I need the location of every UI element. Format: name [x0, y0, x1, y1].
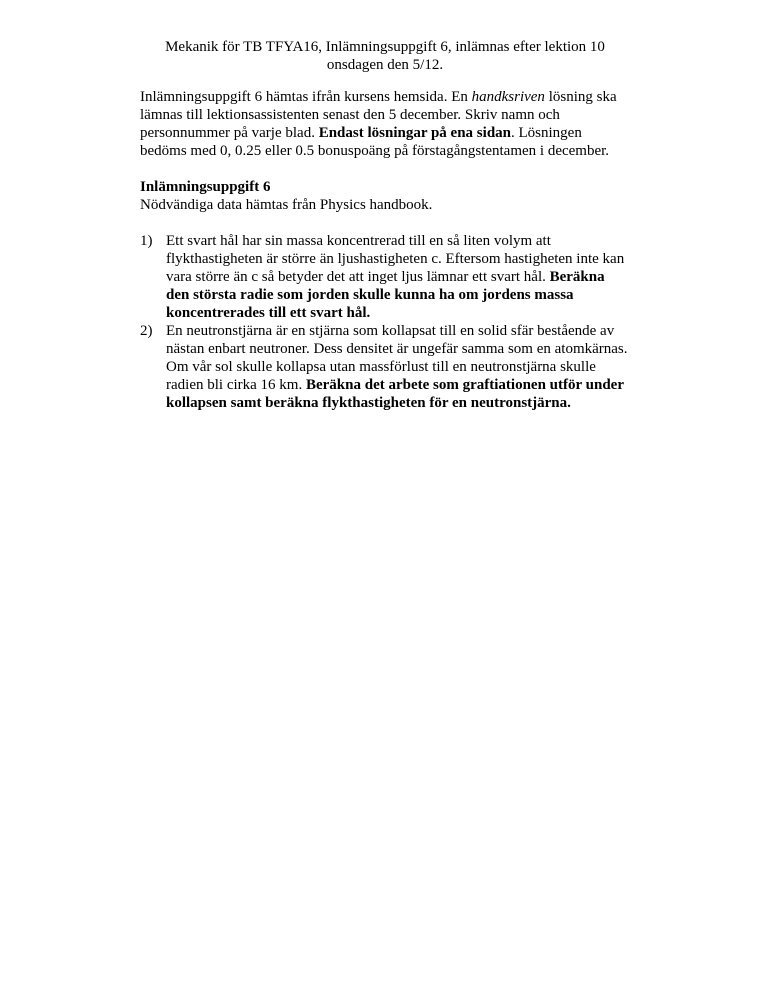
intro-italic-handwritten: handksriven — [471, 89, 545, 105]
task-item-1 — [140, 232, 630, 322]
task-text-2: En neutronstjärna är en stjärna som kollapsat till en solid sfär bestående av nästan enbart neutroner. Dess densitet är ungefär samma som en atomkärnas. Om vår sol skulle kollapsa utan massförlust till en neutronstjärna skulle radien bli cirka 16 km. — [166, 323, 628, 393]
section-title: Inlämningsuppgift 6 — [140, 179, 271, 195]
intro-text-2: lösning ska lämnas till lektionsassistenten senast den 5 december. Skriv namn och personnummer på varje blad. — [140, 89, 617, 141]
task-number-1: 1) — [140, 233, 153, 249]
task-bold-1: Beräkna den största radie som jorden skulle kunna ha om jordens massa koncentrerades till ett svart hål. — [166, 269, 605, 321]
task-number-2: 2) — [140, 323, 153, 339]
task-item-2 — [140, 322, 630, 412]
task-bold-2: Beräkna det arbete som graftiationen utför under kollapsen samt beräkna flykthastigheten för en neutronstjärna. — [166, 377, 624, 411]
intro-text-1: Inlämningsuppgift 6 hämtas ifrån kursens hemsida. En — [140, 89, 472, 105]
task-text-1: Ett svart hål har sin massa koncentrerad till en så liten volym att flykthastigheten är större än ljushastigheten c. Eftersom hastigheten inte kan vara större än c så betyder det att inget ljus lämnar ett svart hål. — [166, 233, 625, 285]
intro-paragraph — [140, 88, 630, 160]
task-list — [140, 232, 630, 412]
document-header: Mekanik för TB TFYA16, Inlämningsuppgift 6, inlämnas efter lektion 10 onsdagen den 5/12. — [165, 39, 605, 73]
section-subtitle: Nödvändiga data hämtas från Physics handbook. — [140, 197, 433, 213]
intro-text-3: . Lösningen bedöms med 0, 0.25 eller 0.5 bonuspoäng på förstagångstentamen i december. — [140, 125, 610, 159]
document-page — [140, 38, 630, 412]
intro-bold-one-side: Endast lösningar på ena sidan — [318, 125, 512, 141]
